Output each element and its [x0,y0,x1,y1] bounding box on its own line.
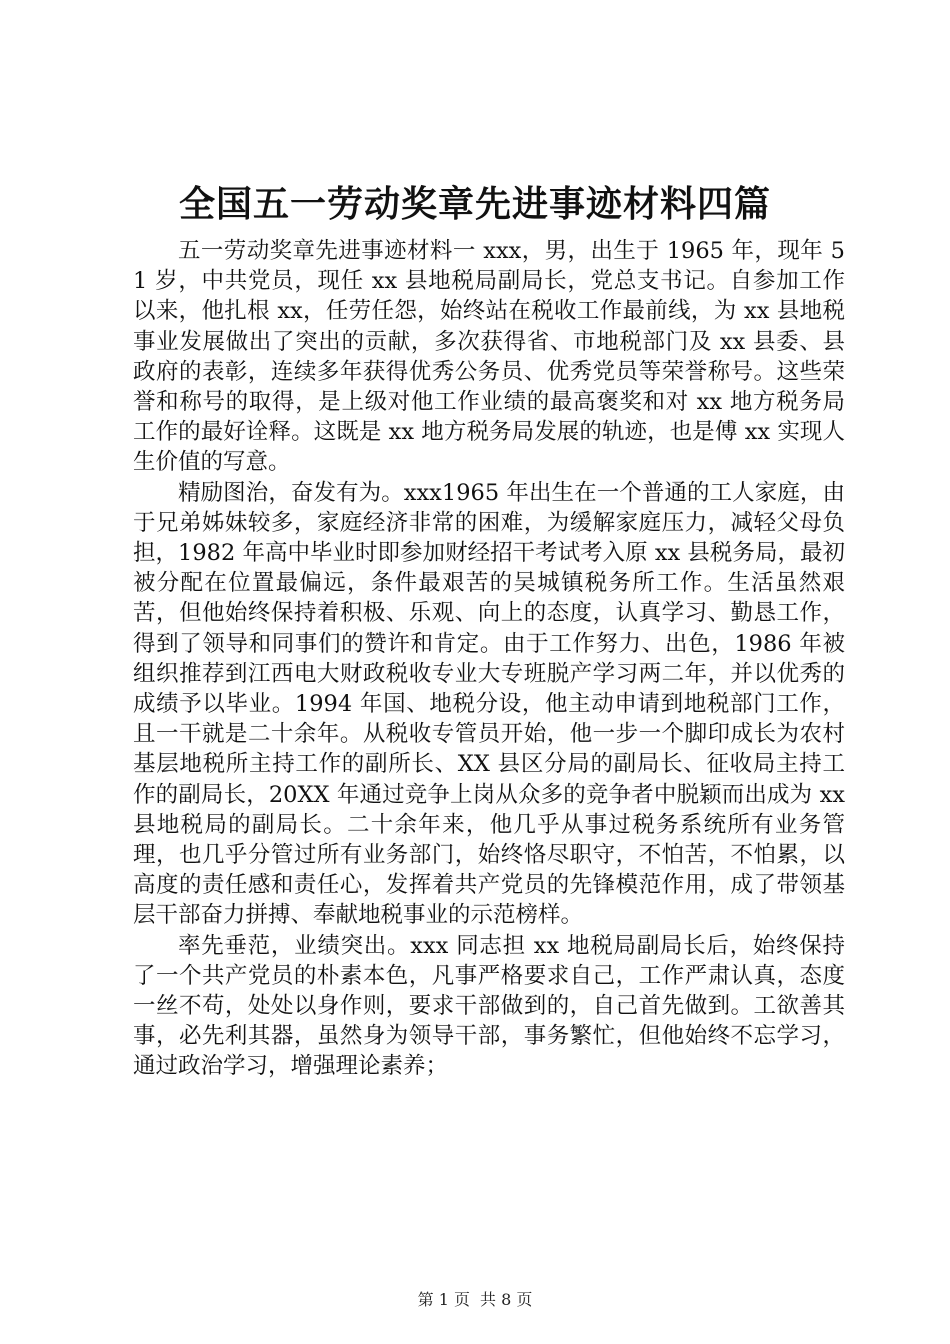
paragraph-2: 精励图治，奋发有为。xxx1965 年出生在一个普通的工人家庭，由于兄弟姊妹较多，家庭经济非常的困难，为缓解家庭压力，减轻父母负担，1982 年高中毕业时即参加财经招干考试考入原 xx 县税务局，最初被分配在位置最偏远，条件最艰苦的吴城镇税务所工作。生活虽然艰苦，但他始终保持着积极、乐观、向上的态度，认真学习、勤恳工作，得到了领导和同事们的赞许和肯定。由于工作努力、出色，1986 年被组织推荐到江西电大财政税收专业大专班脱产学习两二年，并以优秀的成绩予以毕业。1994 年国、地税分设，他主动申请到地税部门工作，且一干就是二十余年。从税收专管员开始，他一步一个脚印成长为农村基层地税所主持工作的副所长、XX 县区分局的副局长、征收局主持工作的副局长，20XX 年通过竞争上岗从众多的竞争者中脱颖而出成为 xx 县地税局的副局长。二十余年来，他几乎从事过税务系统所有业务管理，也几乎分管过所有业务部门，始终恪尽职守，不怕苦，不怕累，以高度的责任感和责任心，发挥着共产党员的先锋模范作用，成了带领基层干部奋力拼搏、奉献地税事业的示范榜样。 [133,479,845,929]
page-number: 第 1 页 [417,1290,470,1309]
paragraph-1: 五一劳动奖章先进事迹材料一 xxx，男，出生于 1965 年，现年 51 岁，中共党员，现任 xx 县地税局副局长，党总支书记。自参加工作以来，他扎根 xx，任劳任怨，始终站在税收工作最前线，为 xx 县地税事业发展做出了突出的贡献，多次获得省、市地税部门及 xx 县委、县政府的表彰，连续多年获得优秀公务员、优秀党员等荣誉称号。这些荣誉和称号的取得，是上级对他工作业绩的最高褒奖和对 xx 地方税务局工作的最好诠释。这既是 xx 地方税务局发展的轨迹，也是傅 xx 实现人生价值的写意。 [133,238,845,476]
document-title: 全国五一劳动奖章先进事迹材料四篇 [178,183,771,225]
paragraph-3: 率先垂范，业绩突出。xxx 同志担 xx 地税局副局长后，始终保持了一个共产党员的朴素本色，凡事严格要求自己，工作严肃认真，态度一丝不苟，处处以身作则，要求干部做到的，自己首先做到。工欲善其事，必先利其器，虽然身为领导干部，事务繁忙，但他始终不忘学习，通过政治学习，增强理论素养； [133,932,845,1080]
page-total: 共 8 页 [480,1290,533,1309]
page-footer [0,1290,950,1310]
document-body [133,236,845,1082]
